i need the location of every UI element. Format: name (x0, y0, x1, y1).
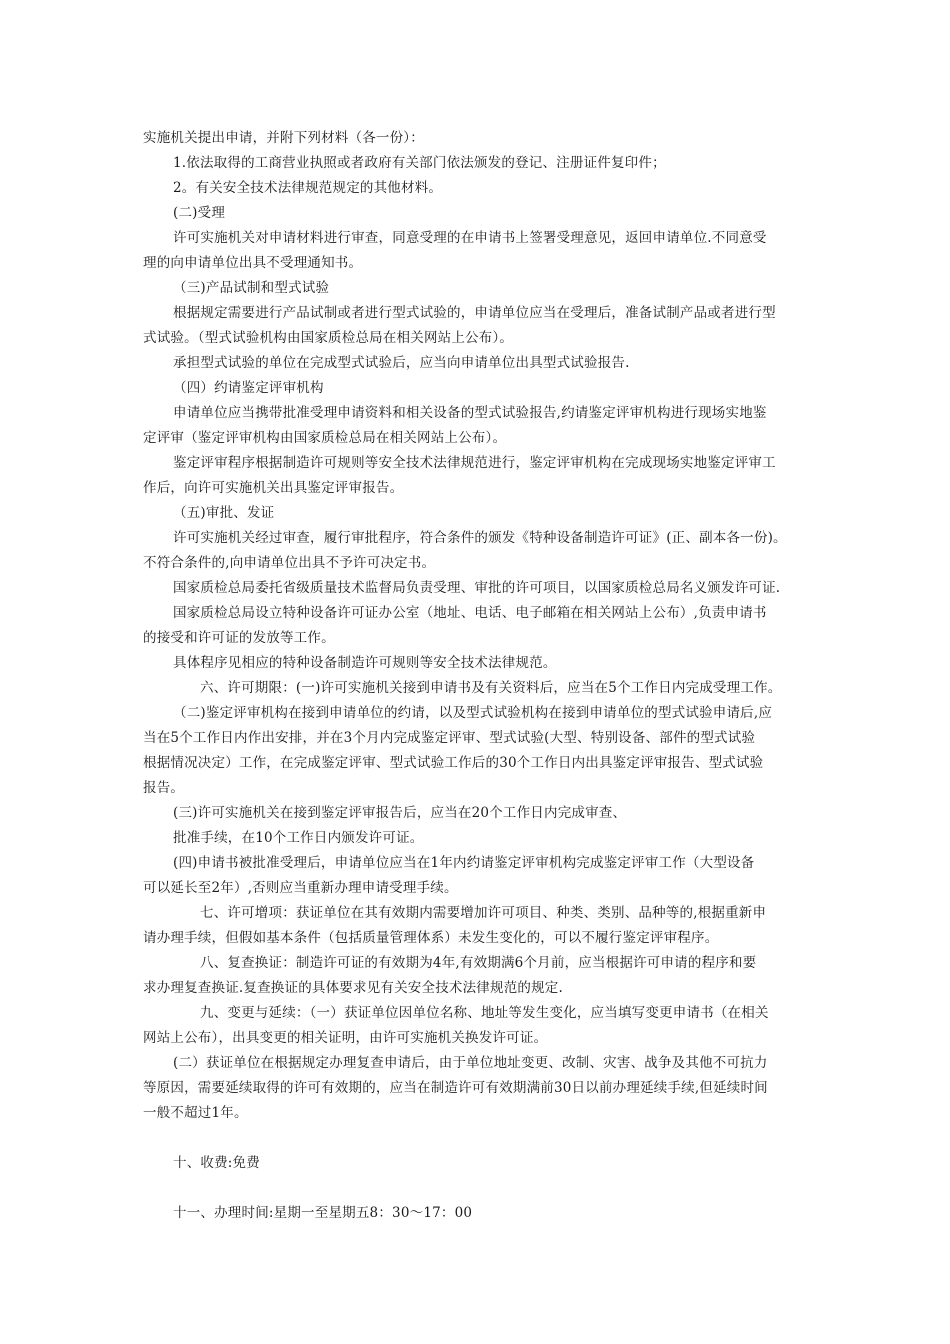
section-heading: 十、收费:免费 (173, 1155, 260, 1171)
text-line: 许可实施机关对申请材料进行审查，同意受理的在申请书上签署受理意见，返回申请单位.不同意受 (173, 230, 767, 246)
text-line: 具体程序见相应的特种设备制造许可规则等安全技术法律规范。 (173, 655, 557, 671)
text-line: (二）获证单位在根据规定办理复查申请后，由于单位地址变更、改制、灾害、战争及其他不可抗力 (173, 1055, 768, 1071)
text-line: 申请单位应当携带批准受理申请资料和相关设备的型式试验报告,约请鉴定评审机构进行现场实地鉴 (173, 405, 767, 421)
text-line: 实施机关提出申请，并附下列材料（各一份）： (143, 130, 424, 146)
text-line: 承担型式试验的单位在完成型式试验后，应当向申请单位出具型式试验报告. (173, 355, 630, 371)
text-line: 鉴定评审程序根据制造许可规则等安全技术法律规范进行，鉴定评审机构在完成现场实地鉴定评审工 (173, 455, 776, 471)
text-line: 求办理复查换证.复查换证的具体要求见有关安全技术法律规范的规定. (143, 980, 563, 996)
text-line: 许可实施机关经过审查，履行审批程序，符合条件的颁发《特种设备制造许可证》(正、副本各一份)。 (173, 530, 787, 546)
text-line: 可以延长至2年）,否则应当重新办理申请受理手续。 (143, 880, 458, 896)
text-line: 2。有关安全技术法律规范规定的其他材料。 (173, 180, 443, 196)
text-line: 请办理手续，但假如基本条件（包括质量管理体系）未发生变化的，可以不履行鉴定评审程序。 (143, 930, 719, 946)
text-line: 批准手续，在10个工作日内颁发许可证。 (173, 830, 424, 846)
text-line: 定评审（鉴定评审机构由国家质检总局在相关网站上公布）。 (143, 430, 507, 446)
section-heading: （三)产品试制和型式试验 (173, 280, 330, 296)
text-line: 等原因，需要延续取得的许可有效期的，应当在制造许可有效期满前30日以前办理延续手续,但延续时间 (143, 1080, 768, 1096)
text-line: 网站上公布），出具变更的相关证明，由许可实施机关换发许可证。 (143, 1030, 548, 1046)
text-line: 不符合条件的,向申请单位出具不予许可决定书。 (143, 555, 436, 571)
section-heading: 八、复查换证：制造许可证的有效期为4年,有效期满6个月前，应当根据许可申请的程序和要 (200, 955, 757, 971)
section-heading: 九、变更与延续：（一）获证单位因单位名称、地址等发生变化，应当填写变更申请书（在相关 (200, 1005, 769, 1021)
text-line: 报告。 (143, 780, 185, 796)
section-heading: 六、许可期限：(一)许可实施机关接到申请书及有关资料后，应当在5个工作日内完成受理工作。 (200, 680, 782, 696)
text-line: 一般不超过1年。 (143, 1105, 248, 1121)
section-heading: （五)审批、发证 (173, 505, 275, 521)
section-heading: 七、许可增项：获证单位在其有效期内需要增加许可项目、种类、类别、品种等的,根据重新申 (200, 905, 767, 921)
text-line: 1.依法取得的工商营业执照或者政府有关部门依法颁发的登记、注册证件复印件； (173, 155, 666, 171)
text-line: 国家质检总局设立特种设备许可证办公室（地址、电话、电子邮箱在相关网站上公布）,负责申请书 (173, 605, 767, 621)
text-line: 根据情况决定）工作，在完成鉴定评审、型式试验工作后的30个工作日内出具鉴定评审报告、型式试验 (143, 755, 764, 771)
section-heading: (二)受理 (173, 205, 226, 221)
text-line: 理的向申请单位出具不受理通知书。 (143, 255, 363, 271)
text-line: 的接受和许可证的发放等工作。 (143, 630, 335, 646)
text-line: (四)申请书被批准受理后，申请单位应当在1年内约请鉴定评审机构完成鉴定评审工作（大型设备 (173, 855, 755, 871)
text-line: 式试验。（型式试验机构由国家质检总局在相关网站上公布）。 (143, 330, 514, 346)
text-line: 作后，向许可实施机关出具鉴定评审报告。 (143, 480, 404, 496)
section-heading: （四）约请鉴定评审机构 (173, 380, 324, 396)
text-line: (三)许可实施机关在接到鉴定评审报告后，应当在20个工作日内完成审查、 (173, 805, 627, 821)
section-heading: 十一、办理时间:星期一至星期五8：30～17：00 (173, 1205, 473, 1221)
text-line: 国家质检总局委托省级质量技术监督局负责受理、审批的许可项目，以国家质检总局名义颁发许可证. (173, 580, 781, 596)
text-line: 根据规定需要进行产品试制或者进行型式试验的，申请单位应当在受理后，准备试制产品或者进行型 (173, 305, 776, 321)
text-line: 当在5个工作日内作出安排，并在3个月内完成鉴定评审、型式试验(大型、特别设备、部件的型式试验 (143, 730, 756, 746)
text-line: （二)鉴定评审机构在接到申请单位的约请，以及型式试验机构在接到申请单位的型式试验申请后,应 (173, 705, 773, 721)
